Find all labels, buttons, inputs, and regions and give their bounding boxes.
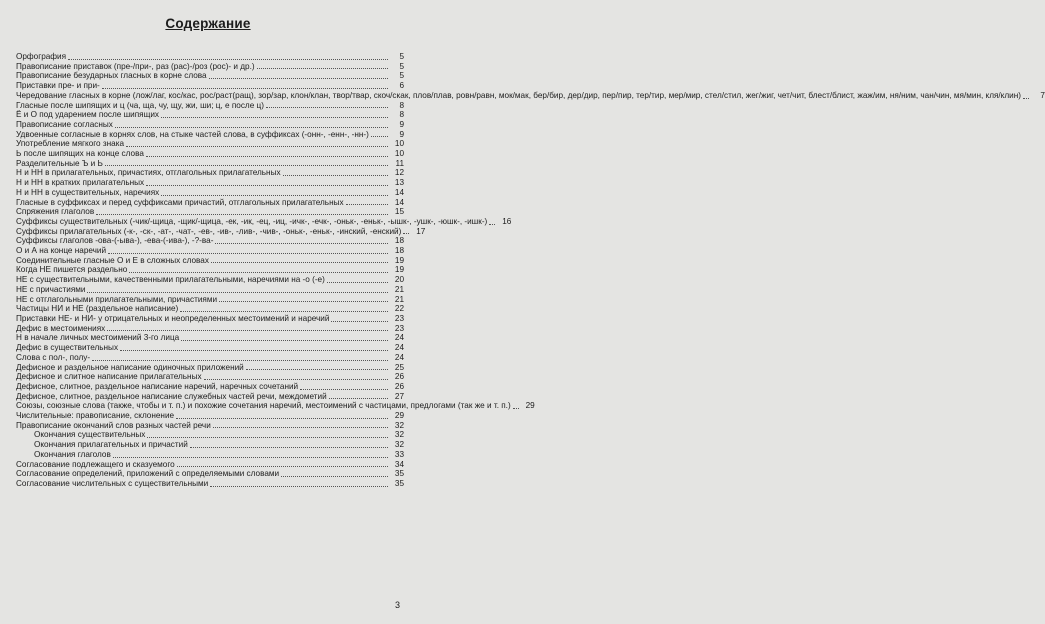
toc-entry-page: 21 (394, 294, 404, 304)
toc-entry (16, 159, 404, 169)
dot-leader (87, 292, 388, 293)
toc-entry (16, 430, 404, 440)
toc-entry-title: Окончания существительных (34, 430, 146, 440)
toc-entry (16, 440, 404, 450)
toc-entry-page: 26 (394, 372, 404, 382)
dot-leader (266, 107, 388, 108)
toc-entry-title: Орфография (16, 52, 67, 61)
toc-entry-page: 27 (394, 391, 404, 401)
toc-entry-page: 22 (394, 304, 404, 314)
toc-entry (16, 314, 404, 324)
dot-leader (346, 204, 388, 205)
dot-leader (403, 233, 409, 234)
toc-entry (16, 207, 404, 217)
toc-entry-title: НЕ с отглагольными прилагательными, причастиями (16, 294, 218, 304)
dot-leader (329, 398, 388, 399)
dot-leader (204, 379, 388, 380)
toc-entry (16, 101, 404, 111)
toc-entry (16, 52, 404, 62)
toc-entry (16, 353, 404, 363)
dot-leader (92, 360, 388, 361)
toc-entry-title: Правописание окончаний слов разных частей речи (16, 420, 211, 430)
toc-entry-title: Правописание приставок (пре-/при-, раз (рас)-/роз (рос)- и др.) (16, 61, 255, 71)
dot-leader (126, 146, 388, 147)
dot-leader (102, 88, 388, 89)
table-of-contents (16, 52, 1045, 489)
toc-entry (16, 265, 404, 275)
dot-leader (1023, 98, 1029, 99)
toc-entry (16, 460, 404, 470)
toc-entry-title: Удвоенные согласные в корнях слов, на стыке частей слова, в суффиксах (-онн-, -енн-, -нн-) (16, 129, 369, 139)
toc-entry (16, 178, 404, 188)
toc-entry (16, 81, 404, 91)
toc-entry (16, 324, 404, 334)
toc-entry-title: Чередование гласных в корне (лож/лаг, кос/кас, рос/раст(ращ), зор/зар, клон/клан, твор/твар, скоч/скак, плов/плав, ровн/равн, мок/мак, бер/бир, дер/дир, пер/пир, тер/тир, мер/мир, стел/стил, жег/жиг, чет/чит, блест/блист, жаж/им, ня/ним, чан/чин, мя/мин, кля/клин) (16, 90, 1021, 100)
dot-leader (281, 476, 388, 477)
toc-entry-title: Частицы НИ и НЕ (раздельное написание) (16, 304, 179, 314)
toc-entry-page: 35 (394, 469, 404, 479)
toc-entry (16, 372, 404, 382)
toc-entry-title: Соединительные гласные О и Е в сложных словах (16, 255, 209, 265)
dot-leader (327, 282, 388, 283)
dot-leader (283, 175, 388, 176)
dot-leader (219, 301, 388, 302)
toc-entry-title: Дефис в местоимениях (16, 323, 106, 333)
toc-entry (16, 421, 404, 431)
toc-entry-title: Ё и О под ударением после шипящих (16, 110, 160, 120)
toc-entry-page: 5 (399, 61, 404, 71)
toc-entry (16, 343, 404, 353)
dot-leader (147, 437, 388, 438)
toc-entry (16, 304, 404, 314)
toc-entry-page: 24 (394, 343, 404, 353)
toc-entry-title: Окончания прилагательных и причастий (34, 440, 188, 450)
toc-entry-title: Суффиксы глаголов -ова-(-ыва-), -ева-(-ива-), -?-ва- (16, 236, 214, 246)
dot-leader (331, 321, 388, 322)
toc-entry-title: Н и НН в прилагательных, причастиях, отглагольных прилагательных (16, 168, 281, 178)
toc-entry-title: Согласование подлежащего и сказуемого (16, 459, 175, 469)
page-title: Содержание (165, 16, 251, 31)
toc-entry-title: О и А на конце наречий (16, 246, 107, 256)
dot-leader (513, 408, 519, 409)
toc-entry-title: Приставки НЕ- и НИ- у отрицательных и неопределенных местоимений и наречий (16, 313, 330, 323)
dot-leader (113, 457, 388, 458)
dot-leader (107, 330, 388, 331)
dot-leader (161, 195, 388, 196)
toc-entry-page: 10 (394, 149, 404, 159)
toc-entry-title: Суффиксы существительных (-чик/-щица, -щик/-щица, -ек, -ик, -ец, -иц, -ичк-, -ечк-, -оньк-, -еньк-, -ышк-, -ушк-, -юшк-, -ишк-) (16, 216, 488, 226)
toc-entry-title: НЕ с причастиями (16, 284, 86, 294)
toc-entry-title: Окончания глаголов (34, 449, 111, 459)
toc-entry-page: 32 (394, 420, 404, 430)
toc-entry (16, 401, 535, 411)
toc-entry (16, 188, 404, 198)
toc-entry-page: 25 (394, 362, 404, 372)
dot-leader (257, 68, 388, 69)
toc-entry (16, 275, 404, 285)
toc-entry-page: 23 (394, 313, 404, 323)
toc-entry-page: 21 (394, 284, 404, 294)
dot-leader (96, 214, 388, 215)
toc-entry-title: Согласование числительных с существительными (16, 478, 209, 488)
dot-leader (115, 127, 388, 128)
toc-entry-title: Дефис в существительных (16, 343, 119, 353)
toc-entry-title: Н в начале личных местоимений 3-го лица (16, 333, 180, 343)
toc-entry (16, 71, 404, 81)
toc-entry-title: Согласование определений, приложений с определяемыми словами (16, 469, 280, 479)
toc-entry-page: 5 (399, 71, 404, 81)
toc-entry-title: Употребление мягкого знака (16, 139, 125, 149)
toc-entry-title: Дефисное, слитное, раздельное написание наречий, наречных сочетаний (16, 381, 299, 391)
dot-leader (177, 466, 388, 467)
toc-entry-page: 14 (394, 187, 404, 197)
dot-leader (129, 272, 388, 273)
toc-entry-page: 5 (399, 52, 404, 61)
dot-leader (180, 311, 388, 312)
dot-leader (300, 389, 388, 390)
dot-leader (209, 78, 388, 79)
toc-entry (16, 149, 404, 159)
toc-entry-page: 33 (394, 449, 404, 459)
toc-entry-page: 14 (394, 197, 404, 207)
toc-entry (16, 236, 404, 246)
toc-entry-page: 26 (394, 381, 404, 391)
toc-entry-page: 18 (394, 246, 404, 256)
toc-entry-title: Н и НН в кратких прилагательных (16, 178, 145, 188)
toc-entry-title: Дефисное, слитное, раздельное написание служебных частей речи, междометий (16, 391, 327, 401)
toc-entry (16, 246, 404, 256)
toc-entry (16, 130, 404, 140)
toc-entry-title: Дефисное и слитное написание прилагательных (16, 372, 202, 382)
dot-leader (120, 350, 388, 351)
toc-entry-page: 29 (525, 401, 535, 411)
toc-entry-page: 35 (394, 478, 404, 488)
toc-entry-title: Разделительные Ъ и Ь (16, 158, 103, 168)
dot-leader (146, 185, 388, 186)
toc-entry-page: 8 (399, 100, 404, 110)
toc-entry-page: 29 (394, 411, 404, 421)
toc-entry-page: 24 (394, 352, 404, 362)
toc-entry-title: Числительные: правописание, склонение (16, 411, 175, 421)
dot-leader (105, 165, 388, 166)
toc-entry (16, 216, 512, 227)
toc-entry-title: Суффиксы прилагательных (-к-, -ск-, -ат-, -чат-, -ев-, -ив-, -лив-, -чив-, -оньк-, -еньк-, -инский, -енский) (16, 226, 402, 236)
toc-entry-title: Правописание безударных гласных в корне слова (16, 71, 207, 81)
toc-entry (16, 226, 426, 237)
toc-entry (16, 382, 404, 392)
toc-entry-page: 9 (399, 129, 404, 139)
toc-entry (16, 198, 404, 208)
toc-entry-page: 7 (1040, 90, 1045, 100)
toc-entry-page: 8 (399, 110, 404, 120)
toc-entry-page: 16 (502, 216, 512, 226)
toc-entry-title: Союзы, союзные слова (также, чтобы и т. п.) и похожие сочетания наречий, местоимений с частицами, предлогами (так же и т. п.) (16, 401, 511, 411)
toc-entry (16, 295, 404, 305)
toc-entry (16, 120, 404, 130)
toc-entry (16, 256, 404, 266)
toc-entry-page: 6 (399, 81, 404, 91)
toc-entry-title: Приставки пре- и при- (16, 81, 100, 91)
toc-entry-title: Гласные в суффиксах и перед суффиксами причастий, отглагольных прилагательных (16, 197, 344, 207)
toc-entry (16, 168, 404, 178)
toc-entry (16, 450, 404, 460)
toc-entry (16, 62, 404, 72)
dot-leader (371, 136, 388, 137)
toc-entry-page: 17 (416, 226, 426, 236)
toc-entry-title: Н и НН в существительных, наречиях (16, 187, 160, 197)
dot-leader (161, 117, 388, 118)
toc-entry-page: 13 (394, 178, 404, 188)
dot-leader (108, 253, 388, 254)
dot-leader (213, 427, 388, 428)
toc-entry-page: 12 (394, 168, 404, 178)
toc-entry-title: Слова с пол-, полу- (16, 352, 91, 362)
dot-leader (210, 486, 388, 487)
toc-entry-page: 9 (399, 119, 404, 129)
toc-entry-page: 15 (394, 207, 404, 217)
toc-entry (16, 469, 404, 479)
toc-entry (16, 110, 404, 120)
dot-leader (146, 156, 388, 157)
toc-entry-page: 23 (394, 323, 404, 333)
toc-entry-page: 11 (395, 158, 404, 168)
toc-entry-title: Ь после шипящих на конце слова (16, 149, 144, 159)
toc-entry-page: 20 (394, 275, 404, 285)
toc-entry (16, 285, 404, 295)
toc-entry (16, 90, 1045, 101)
dot-leader (489, 224, 495, 225)
toc-entry-page: 10 (394, 139, 404, 149)
toc-entry-page: 34 (394, 459, 404, 469)
toc-entry-title: Гласные после шипящих и ц (ча, ща, чу, щу, жи, ши; ц, е после ц) (16, 100, 264, 110)
toc-entry (16, 363, 404, 373)
toc-entry-page: 19 (394, 255, 404, 265)
toc-entry-page: 32 (394, 430, 404, 440)
dot-leader (181, 340, 388, 341)
toc-entry-title: Правописание согласных (16, 119, 113, 129)
toc-entry (16, 411, 404, 421)
toc-entry-page: 24 (394, 333, 404, 343)
toc-entry-title: НЕ с существительными, качественными прилагательными, наречиями на -о (-е) (16, 275, 325, 285)
toc-entry-page: 19 (394, 265, 404, 275)
dot-leader (176, 418, 388, 419)
dot-leader (211, 262, 388, 263)
dot-leader (190, 447, 388, 448)
toc-entry-title: Дефисное и раздельное написание одиночных приложений (16, 362, 244, 372)
toc-entry (16, 333, 404, 343)
dot-leader (68, 59, 388, 60)
toc-entry-title: Когда НЕ пишется раздельно (16, 265, 128, 275)
dot-leader (215, 243, 388, 244)
dot-leader (246, 369, 388, 370)
toc-entry-page: 18 (394, 236, 404, 246)
toc-entry (16, 479, 404, 489)
toc-entry-page: 32 (394, 440, 404, 450)
page-number: 3 (394, 600, 400, 610)
toc-entry (16, 139, 404, 149)
toc-entry (16, 392, 404, 402)
toc-entry-title: Спряжения глаголов (16, 207, 95, 217)
